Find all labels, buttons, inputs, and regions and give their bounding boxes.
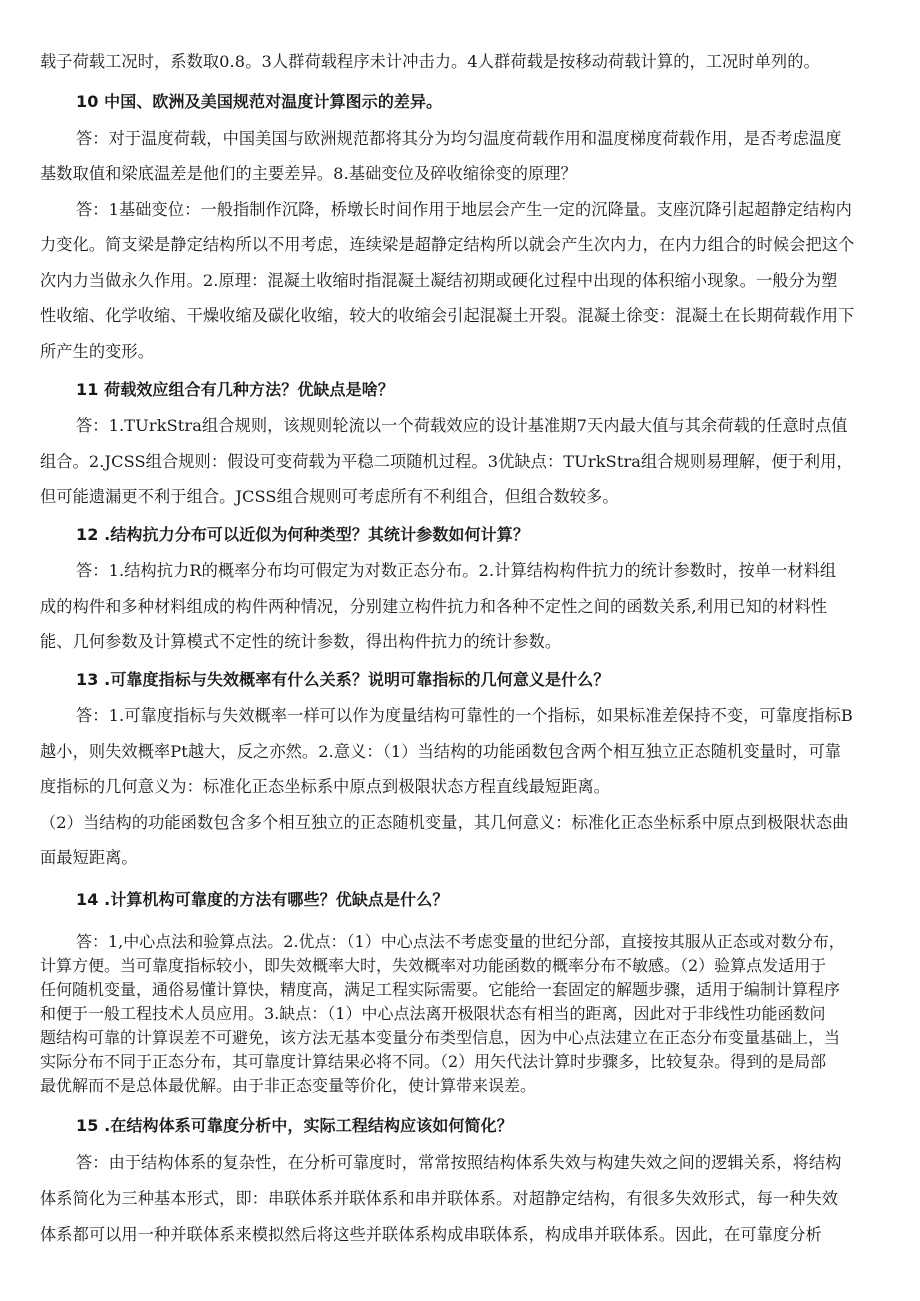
text-line: 答：1.可靠度指标与失效概率一样可以作为度量结构可靠性的一个指标，如果标准差保持不变，可靠度指标B (76, 706, 853, 725)
text-line: 能、几何参数及计算模式不定性的统计参数，得出构件抗力的统计参数。 (40, 632, 562, 651)
text-line: 任何随机变量，通俗易懂计算快，精度高，满足工程实际需要。它能给一套固定的解题步骤，适用于编制计算程序 (40, 980, 841, 999)
section-heading-11: 11 荷载效应组合有几种方法？优缺点是啥？ (76, 380, 394, 399)
section-heading-12: 12 .结构抗力分布可以近似为何种类型？其统计参数如何计算？ (76, 525, 529, 544)
text-line: 题结构可靠的计算误差不可避免，该方法无基本变量分布类型信息，因为中心点法建立在正态分布变量基础上，当 (40, 1028, 841, 1047)
section-heading-10: 10 中国、欧洲及美国规范对温度计算图示的差异。 (76, 92, 443, 111)
text-line: 基数取值和梁底温差是他们的主要差异。8.基础变位及碎收缩徐变的原理？ (40, 164, 577, 183)
text-line: 体系都可以用一种并联体系来模拟然后将这些并联体系构成串联体系，构成串并联体系。因此，在可靠度分析 (40, 1225, 822, 1244)
section-heading-13: 13 .可靠度指标与失效概率有什么关系？说明可靠指标的几何意义是什么？ (76, 670, 610, 689)
text-line: 力变化。简支梁是静定结构所以不用考虑，连续梁是超静定结构所以就会产生次内力，在内力组合的时候会把这个 (40, 235, 855, 254)
text-line: 答：由于结构体系的复杂性，在分析可靠度时，常常按照结构体系失效与构建失效之间的逻辑关系，将结构 (76, 1153, 842, 1172)
text-line: （2）当结构的功能函数包含多个相互独立的正态随机变量，其几何意义：标准化正态坐标系中原点到极限状态曲 (40, 813, 849, 832)
text-line: 体系简化为三种基本形式，即：串联体系并联体系和串并联体系。对超静定结构，有很多失效形式，每一种失效 (40, 1189, 839, 1208)
text-line: 答：1,中心点法和验算点法。2.优点：（1）中心点法不考虑变量的世纪分部，直接按其服从正态或对数分布， (76, 932, 845, 951)
section-heading-15: 15 .在结构体系可靠度分析中，实际工程结构应该如何简化？ (76, 1116, 513, 1135)
text-line: 答：对于温度荷载，中国美国与欧洲规范都将其分为均匀温度荷载作用和温度梯度荷载作用，是否考虑温度 (76, 129, 842, 148)
text-line: 答：1.结构抗力R的概率分布均可假定为对数正态分布。2.计算结构构件抗力的统计参数时，按单一材料组 (76, 561, 837, 580)
text-line: 答：1.TUrkStra组合规则，该规则轮流以一个荷载效应的设计基准期7天内最大值与其余荷载的任意时点值 (76, 416, 848, 435)
text-line: 成的构件和多种材料组成的构件两种情况，分别建立构件抗力和各种不定性之间的函数关系,利用已知的材料性 (40, 597, 828, 616)
text-line: 组合。2.JCSS组合规则：假设可变荷载为平稳二项随机过程。3优缺点：TUrkStra组合规则易理解，便于利用， (40, 452, 853, 471)
text-line: 和便于一般工程技术人员应用。3.缺点：（1）中心点法离开极限状态有相当的距离，因此对于非线性功能函数问 (40, 1004, 826, 1023)
text-line: 度指标的几何意义为：标准化正态坐标系中原点到极限状态方程直线最短距离。 (40, 777, 611, 796)
text-line: 次内力当做永久作用。2.原理：混凝土收缩时指混凝土凝结初期或硬化过程中出现的体积缩小现象。一般分为塑 (40, 271, 838, 290)
text-line: 实际分布不同于正态分布，其可靠度计算结果必将不同。（2）用矢代法计算时步骤多，比较复杂。得到的是局部 (40, 1052, 827, 1071)
text-line: 越小，则失效概率Pt越大，反之亦然。2.意义：（1）当结构的功能函数包含两个相互独立正态随机变量时，可靠 (40, 742, 842, 761)
section-heading-14: 14 .计算机构可靠度的方法有哪些？优缺点是什么？ (76, 890, 449, 909)
text-line: 但可能遗漏更不利于组合。JCSS组合规则可考虑所有不利组合，但组合数较多。 (40, 487, 619, 506)
text-line: 计算方便。当可靠度指标较小，即失效概率大时，失效概率对功能函数的概率分布不敏感。（2）验算点发适用于 (40, 956, 827, 975)
text-line: 性收缩、化学收缩、干燥收缩及碳化收缩，较大的收缩会引起混凝土开裂。混凝土徐变：混凝土在长期荷载作用下 (40, 306, 855, 325)
text-line: 面最短距离。 (40, 848, 138, 867)
text-line: 载子荷载工况时，系数取0.8。3人群荷载程序未计冲击力。4人群荷载是按移动荷载计算的，工况时单列的。 (40, 52, 820, 71)
text-line: 答：1基础变位：一般指制作沉降，桥墩长时间作用于地层会产生一定的沉降量。支座沉降引起超静定结构内 (76, 200, 852, 219)
text-line: 最优解而不是总体最优解。由于非正态变量等价化，使计算带来误差。 (40, 1076, 537, 1095)
text-line: 所产生的变形。 (40, 342, 155, 361)
